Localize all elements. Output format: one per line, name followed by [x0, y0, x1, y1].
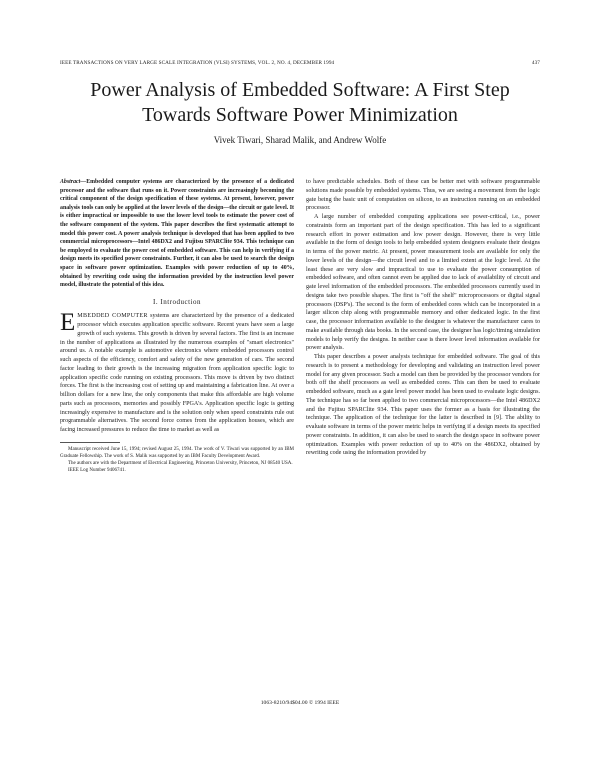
- page-number: 437: [531, 60, 540, 66]
- right-paragraph-1: to have predictable schedules. Both of these can be better met with software programmable solutions made possible by embedded systems. Thus, we are seeing a movement from the logic gate being the basic unit of computation on silicon, to an instruction running on an embedded processor.: [306, 179, 540, 212]
- journal-name: IEEE TRANSACTIONS ON VERY LARGE SCALE INTEGRATION (VLSI) SYSTEMS, VOL. 2, NO. 4, DECEMBER 1994: [60, 60, 335, 66]
- paper-authors: Vivek Tiwari, Sharad Malik, and Andrew Wolfe: [213, 135, 387, 145]
- right-column: [306, 178, 540, 458]
- intro-paragraph: [60, 309, 294, 435]
- left-column: [60, 178, 294, 474]
- intro-lead: MBEDDED COMPUTER: [77, 313, 148, 320]
- abstract-text: Embedded computer systems are characterized by the presence of a dedicated processor and the software that runs on it. Power constraints are increasingly becoming the critical component of the design specification of these systems. At present, however, power analysis tools can only be applied at the lower levels of the design—the circuit or gate level. It is either impractical or impossible to use the lower level tools to estimate the power cost of the software component of the system. This paper describes the first systematic attempt to model this power cost. A power analysis technique is developed that has been applied to two commercial microprocessors—Intel 486DX2 and Fujitsu SPARClite 934. This technique can be employed to evaluate the power cost of embedded software. This can help in verifying if a design meets its specified power constraints. Further, it can also be used to search the design space in software power optimization. Examples with power reduction of up to 40%, obtained by rewriting code using the information provided by the instruction level power model, illustrate the potential of this idea.: [60, 179, 294, 289]
- footnote-manuscript: Manuscript received June 15, 1994; revised August 25, 1994. The work of V. Tiwari was supported by an IBM Graduate Fellowship. The work of S. Malik was supported by an IBM Faculty Development Award.: [60, 446, 294, 459]
- intro-text: systems are characterized by the presence of a dedicated processor which executes application specific software. Recent years have seen a large growth of such systems. This growth is driven by several factors. The first is an increase in the number of applications as illustrated by the numerous examples of "smart electronics" around us. A notable example is automotive electronics where embedded processors control such aspects of the efficiency, comfort and safety of the new generation of cars. The second factor leading to their growth is the increasing migration from application specific logic to application specific code running on existing processors. This move is driven by two distinct forces. The first is the increasing cost of setting up and maintaining a fabrication line. At over a billion dollars for a new line, the only components that make this affordable are high volume parts such as processors, memories and possibly FPGA's. Application specific logic is getting increasingly expensive to manufacture and is the solution only when speed constraints rule out programmable alternatives. The second force comes from the application houses, which are facing increased pressures to reduce the time to market as well as: [60, 313, 294, 434]
- footnote-log-number: IEEE Log Number 9406741.: [68, 467, 126, 473]
- copyright-footer: 1063-8210/94$04.00 © 1994 IEEE: [260, 700, 340, 706]
- right-paragraph-3: This paper describes a power analysis technique for embedded software. The goal of this research is to present a methodology for developing and validating an instruction level power model for any given processor. Such a model can then be provided by the processor vendors for both off the shelf processors as well as embedded cores. This can then be used to evaluate embedded software, much as a gate level power model has been used to evaluate logic designs. The technique has so far been applied to two commercial microprocessors—the Intel 486DX2 and the Fujitsu SPARClite 934. This paper uses the former as a basis for illustrating the technique. The application of the technique for the latter is described in [9]. The ability to evaluate software in terms of the power metric helps in verifying if a design meets its specified power constraints. In addition, it can also be used to search the design space in software power optimization. Examples with power reduction of up to 40% on the 486DX2, obtained by rewriting code using the information provided by: [306, 354, 540, 457]
- drop-cap: E: [60, 309, 76, 337]
- footnote-affiliation: The authors are with the Department of Electrical Engineering, Princeton University, Princeton, NJ 08540 USA.: [68, 460, 293, 466]
- abstract-label: Abstract—: [60, 179, 87, 185]
- right-paragraph-2: A large number of embedded computing applications see power-critical, i.e., power constraints form an important part of the design specification. This has led to a significant research effort in power estimation and low power design. However, there is very little available in the form of design tools to help embedded system designers evaluate their designs in terms of the power metric. At present, power measurement tools are available for only the lower levels of the design—the circuit level and to a limited extent at the logic level. At the least these are very slow and impractical to use to evaluate the power consumption of embedded software, and often cannot even be applied due to lack of availability of circuit and gate level information of the embedded processors. The embedded processors currently used in designs take two possible shapes. The first is "off the shelf" microprocessors or digital signal processors (DSP's). The second is the form of embedded cores which can be incorporated in a larger silicon chip along with programmable memory and other dedicated logic. In the first case, the processor information available to the designer is whatever the manufacturer cares to make available through data books. In the second case, the designer has logic/timing simulation models to help verify the designs. In neither case is there lower level information available for power analysis.: [306, 214, 540, 352]
- paper-title: Power Analysis of Embedded Software: A First Step Towards Software Power Minimization: [90, 79, 510, 126]
- footnote-divider: [60, 442, 120, 443]
- abstract: [60, 178, 294, 290]
- running-header: [60, 60, 540, 66]
- section-heading: I. Introduction: [153, 297, 201, 306]
